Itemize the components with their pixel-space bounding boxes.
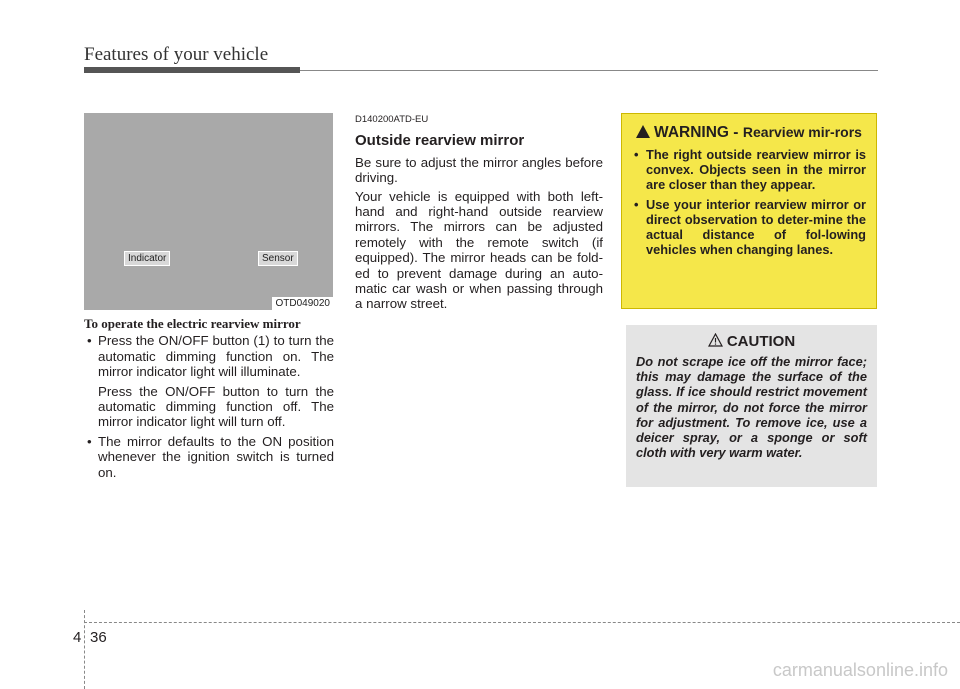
- header-bar: [84, 67, 300, 73]
- middle-column: [355, 112, 603, 315]
- warning-label: WARNING -: [654, 124, 739, 141]
- bullet-item: • Press the ON/OFF button (1) to turn the automatic dimming function on. The mirror indicator light will illuminate.: [84, 333, 334, 379]
- indicator-label: Indicator: [124, 251, 170, 266]
- left-column: [84, 316, 334, 484]
- warning-box: [621, 113, 877, 309]
- chapter-number: 4: [73, 629, 82, 646]
- warning-icon: [636, 125, 650, 138]
- warning-list: [622, 147, 876, 257]
- caution-icon: [708, 333, 723, 347]
- sensor-label: Sensor: [258, 251, 298, 266]
- caution-heading: [626, 333, 877, 350]
- bullet-continuation: Press the ON/OFF button to turn the automatic dimming function off. The mirror indicator light will turn off.: [98, 383, 334, 430]
- warning-heading: [622, 124, 876, 141]
- mirror-photo: [84, 113, 333, 310]
- section-heading: Outside rearview mirror: [355, 132, 525, 150]
- subheading: To operate the electric rearview mirror: [84, 316, 301, 331]
- warning-item: • Use your interior rearview mirror or direct observation to deter-mine the actual distance of fol-lowing vehicles when changing lanes.: [632, 197, 866, 258]
- caution-label: CAUTION: [726, 333, 796, 350]
- caution-text: Do not scrape ice off the mirror face; this may damage the surface of the glass. If ice should restrict movement of the mirror, do not force the mirror for adjustment. To remove ice, use a deicer spray, or a sponge or soft cloth with very warm water.: [636, 354, 867, 461]
- warning-topic: Rearview mir-rors: [742, 124, 862, 140]
- footer-vertical-rule: [84, 610, 85, 689]
- caution-box: [626, 325, 877, 487]
- page-header-title: Features of your vehicle: [84, 44, 269, 65]
- bullet-item: • The mirror defaults to the ON position whenever the ignition switch is turned on.: [84, 434, 334, 480]
- figure-code: OTD049020: [272, 297, 333, 310]
- header-rule: [300, 70, 878, 71]
- watermark: carmanualsonline.info: [772, 660, 948, 680]
- warning-item: • The right outside rearview mirror is convex. Objects seen in the mirror are closer than they appear.: [632, 147, 866, 193]
- page-number: 36: [90, 629, 107, 646]
- paragraph: Be sure to adjust the mirror angles before driving.: [355, 154, 603, 186]
- section-code: D140200ATD-EU: [355, 114, 429, 125]
- footer-rule: [84, 622, 960, 623]
- paragraph: Your vehicle is equipped with both left-hand and right-hand outside rearview mirrors. The mirrors can be adjusted remotely with the remote switch (if equipped). The mirror heads can be fold-ed to prevent damage during an auto-matic car wash or when passing through a narrow street.: [355, 188, 603, 312]
